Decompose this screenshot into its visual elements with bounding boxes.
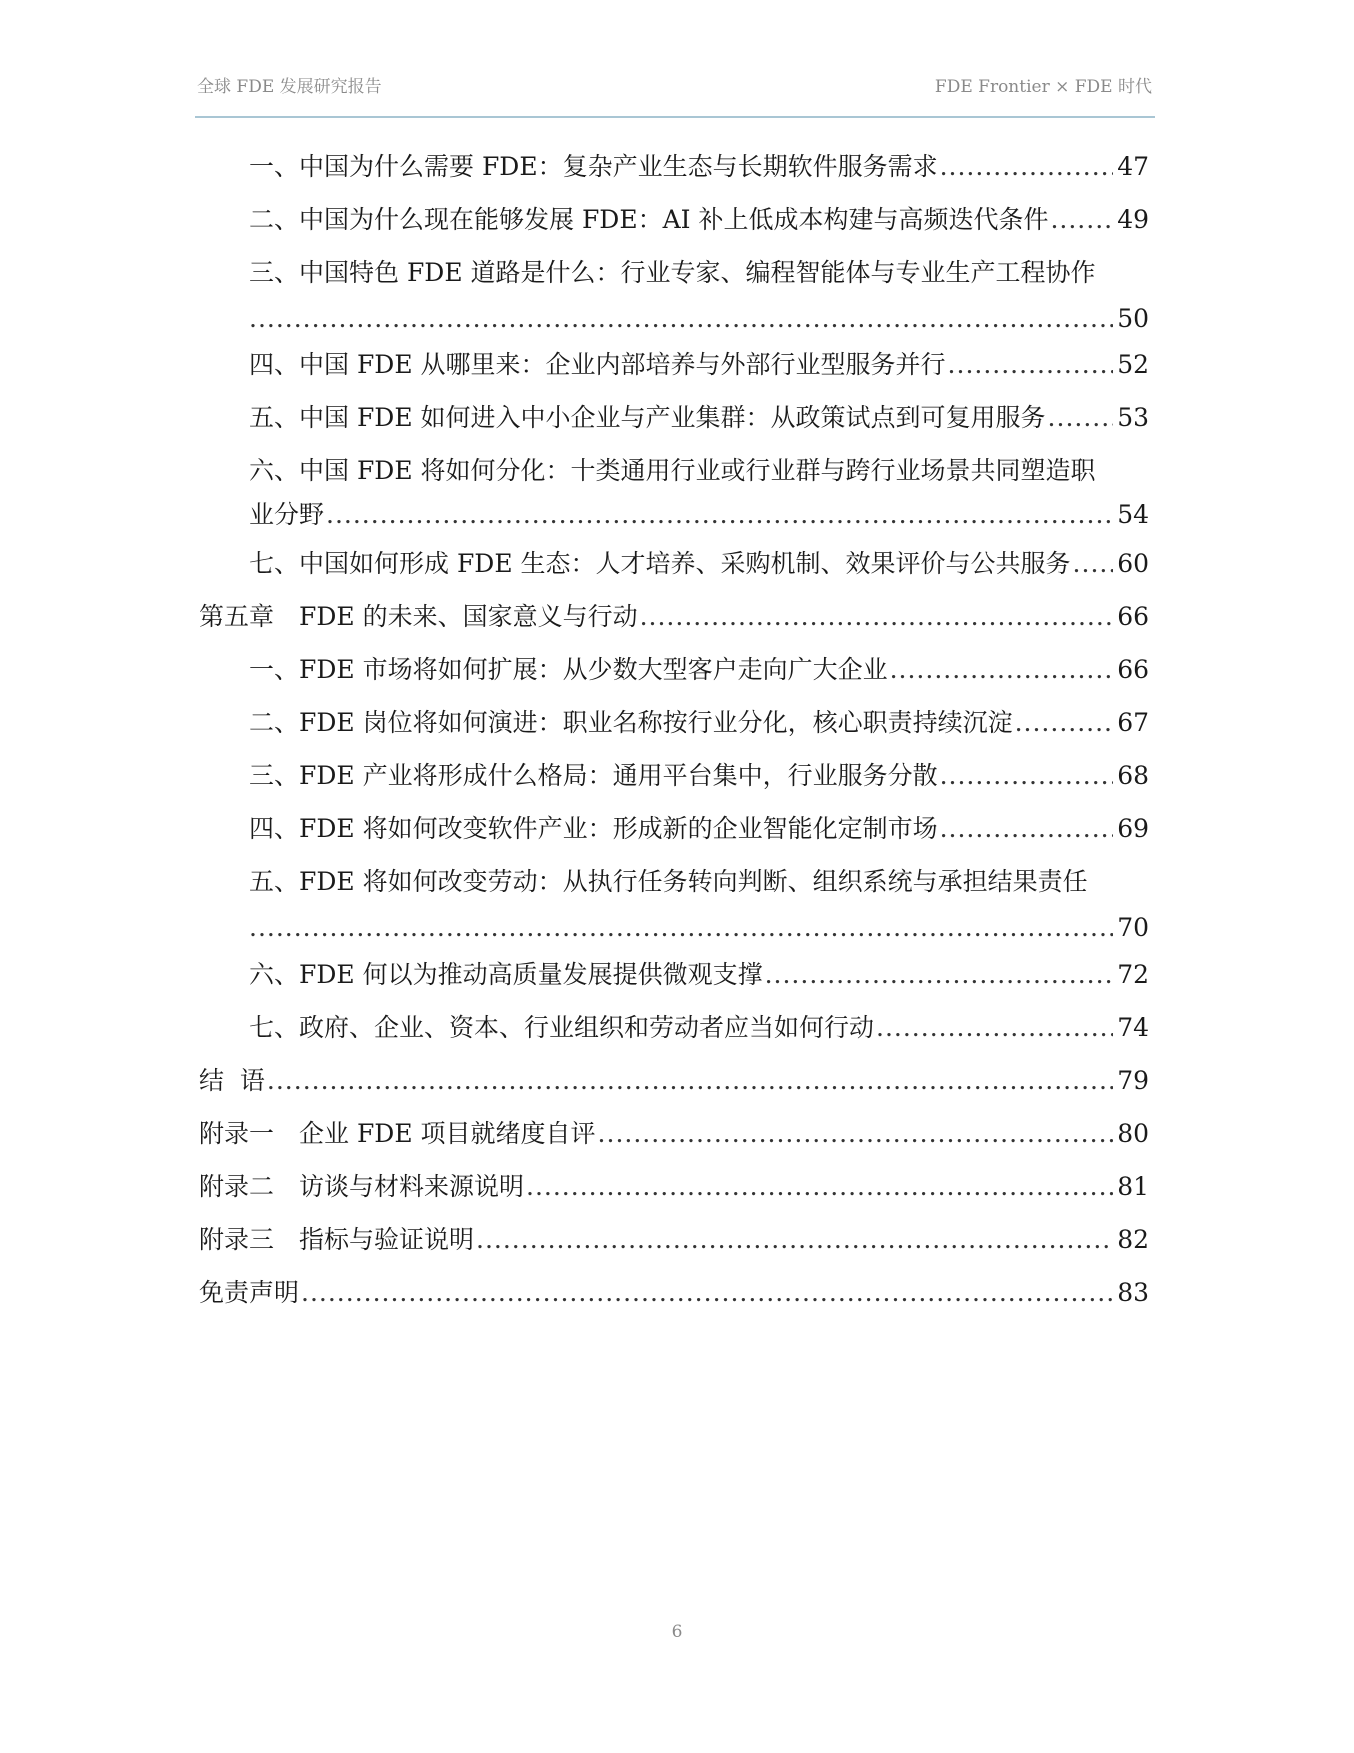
toc-entry-title: 附录三 指标与验证说明 [199, 1225, 475, 1254]
toc-entry[interactable] [249, 706, 1149, 740]
toc-page-number: 68 [1117, 761, 1149, 790]
toc-entry-title-line1: 五、FDE 将如何改变劳动：从执行任务转向判断、组织系统与承担结果责任 [249, 867, 1088, 896]
toc-leader-dots [640, 600, 1114, 634]
toc-entry-title: 六、FDE 何以为推动高质量发展提供微观支撑 [249, 960, 763, 989]
toc-leader-dots [267, 1064, 1113, 1098]
toc-entry-title: 三、FDE 产业将形成什么格局：通用平台集中，行业服务分散 [249, 761, 938, 790]
toc-entry[interactable] [249, 1011, 1149, 1045]
toc-page-number: 66 [1117, 602, 1149, 631]
toc-leader-dots [1048, 401, 1114, 435]
toc-page-number: 69 [1117, 814, 1149, 843]
header-divider [195, 116, 1155, 118]
toc-entry-title: 结 语 [199, 1066, 265, 1095]
toc-entry-title: 五、中国 FDE 如何进入中小企业与产业集群：从政策试点到可复用服务 [249, 403, 1046, 432]
toc-entry-title: 七、中国如何形成 FDE 生态：人才培养、采购机制、效果评价与公共服务 [249, 549, 1071, 578]
toc-entry-title: 附录一 企业 FDE 项目就绪度自评 [199, 1119, 596, 1148]
toc-page-number: 83 [1117, 1278, 1149, 1307]
toc-page-number: 80 [1117, 1119, 1149, 1148]
toc-entry-title: 七、政府、企业、资本、行业组织和劳动者应当如何行动 [249, 1013, 875, 1042]
toc-disclaimer-entry[interactable] [199, 1276, 1149, 1310]
toc-entry-title-line1: 三、中国特色 FDE 道路是什么：行业专家、编程智能体与专业生产工程协作 [249, 258, 1096, 287]
toc-leader-dots [940, 812, 1114, 846]
toc-leader-dots [301, 1276, 1113, 1310]
toc-entry[interactable] [249, 401, 1149, 435]
toc-entry-title: 附录二 访谈与材料来源说明 [199, 1172, 525, 1201]
toc-leader-dots [249, 302, 1113, 336]
toc-entry[interactable] [249, 653, 1149, 687]
toc-entry[interactable] [249, 203, 1149, 237]
toc-entry-title: 一、FDE 市场将如何扩展：从少数大型客户走向广大企业 [249, 655, 888, 684]
toc-entry-title: 业分野 [249, 500, 325, 529]
toc-appendix-entry[interactable] [199, 1117, 1149, 1151]
toc-entry[interactable] [249, 256, 1149, 336]
toc-page-number: 70 [1117, 913, 1149, 942]
toc-conclusion-entry[interactable] [199, 1064, 1149, 1098]
toc-leader-dots [1015, 706, 1114, 740]
toc-page-number: 54 [1117, 500, 1149, 529]
toc-entry-title-line1: 六、中国 FDE 将如何分化：十类通用行业或行业群与跨行业场景共同塑造职 [249, 456, 1096, 485]
toc-entry[interactable] [249, 348, 1149, 382]
toc-entry-title: 四、中国 FDE 从哪里来：企业内部培养与外部行业型服务并行 [249, 350, 946, 379]
page-header [197, 72, 1152, 102]
toc-page-number: 50 [1117, 304, 1149, 333]
toc-entry[interactable] [249, 454, 1149, 532]
toc-page-number: 72 [1117, 960, 1149, 989]
toc-leader-dots [326, 498, 1113, 532]
toc-leader-dots [526, 1170, 1113, 1204]
page-footer-number: 6 [671, 1622, 683, 1642]
toc-page-number: 66 [1117, 655, 1149, 684]
toc-page-number: 49 [1117, 205, 1149, 234]
toc-entry-title: 二、FDE 岗位将如何演进：职业名称按行业分化，核心职责持续沉淀 [249, 708, 1013, 737]
toc-entry[interactable] [249, 865, 1149, 945]
toc-entry-title: 二、中国为什么现在能够发展 FDE：AI 补上低成本构建与高频迭代条件 [249, 205, 1049, 234]
toc-appendix-entry[interactable] [199, 1223, 1149, 1257]
toc-entry[interactable] [249, 812, 1149, 846]
toc-entry[interactable] [249, 759, 1149, 793]
toc-leader-dots [249, 911, 1113, 945]
toc-entry-title: 一、中国为什么需要 FDE：复杂产业生态与长期软件服务需求 [249, 152, 938, 181]
toc-page-number: 79 [1117, 1066, 1149, 1095]
toc-leader-dots [1050, 203, 1113, 237]
toc-page-number: 74 [1117, 1013, 1149, 1042]
toc-leader-dots [876, 1011, 1113, 1045]
toc-entry-title: 四、FDE 将如何改变软件产业：形成新的企业智能化定制市场 [249, 814, 938, 843]
toc-page-number: 67 [1117, 708, 1149, 737]
toc-entry[interactable] [249, 547, 1149, 581]
toc-leader-dots [940, 759, 1114, 793]
toc-page-number: 60 [1117, 549, 1149, 578]
toc-entry-title: 免责声明 [199, 1278, 300, 1307]
toc-entry-title: 第五章 FDE 的未来、国家意义与行动 [199, 602, 638, 631]
toc-leader-dots [476, 1223, 1113, 1257]
toc-page-number: 47 [1117, 152, 1149, 181]
toc-leader-dots [765, 958, 1114, 992]
header-report-title: 全球 FDE 发展研究报告 [197, 77, 382, 97]
toc-entry[interactable] [249, 150, 1149, 184]
toc-page-number: 52 [1117, 350, 1149, 379]
toc-page-number: 53 [1117, 403, 1149, 432]
toc-leader-dots [890, 653, 1114, 687]
toc-leader-dots [598, 1117, 1114, 1151]
toc-leader-dots [940, 150, 1114, 184]
toc-page-number: 82 [1117, 1225, 1149, 1254]
toc-page-number: 81 [1117, 1172, 1149, 1201]
header-publisher: FDE Frontier × FDE 时代 [934, 77, 1152, 97]
toc-chapter-entry[interactable] [199, 600, 1149, 634]
toc-leader-dots [1073, 547, 1114, 581]
toc-appendix-entry[interactable] [199, 1170, 1149, 1204]
toc-entry[interactable] [249, 958, 1149, 992]
toc-leader-dots [948, 348, 1114, 382]
